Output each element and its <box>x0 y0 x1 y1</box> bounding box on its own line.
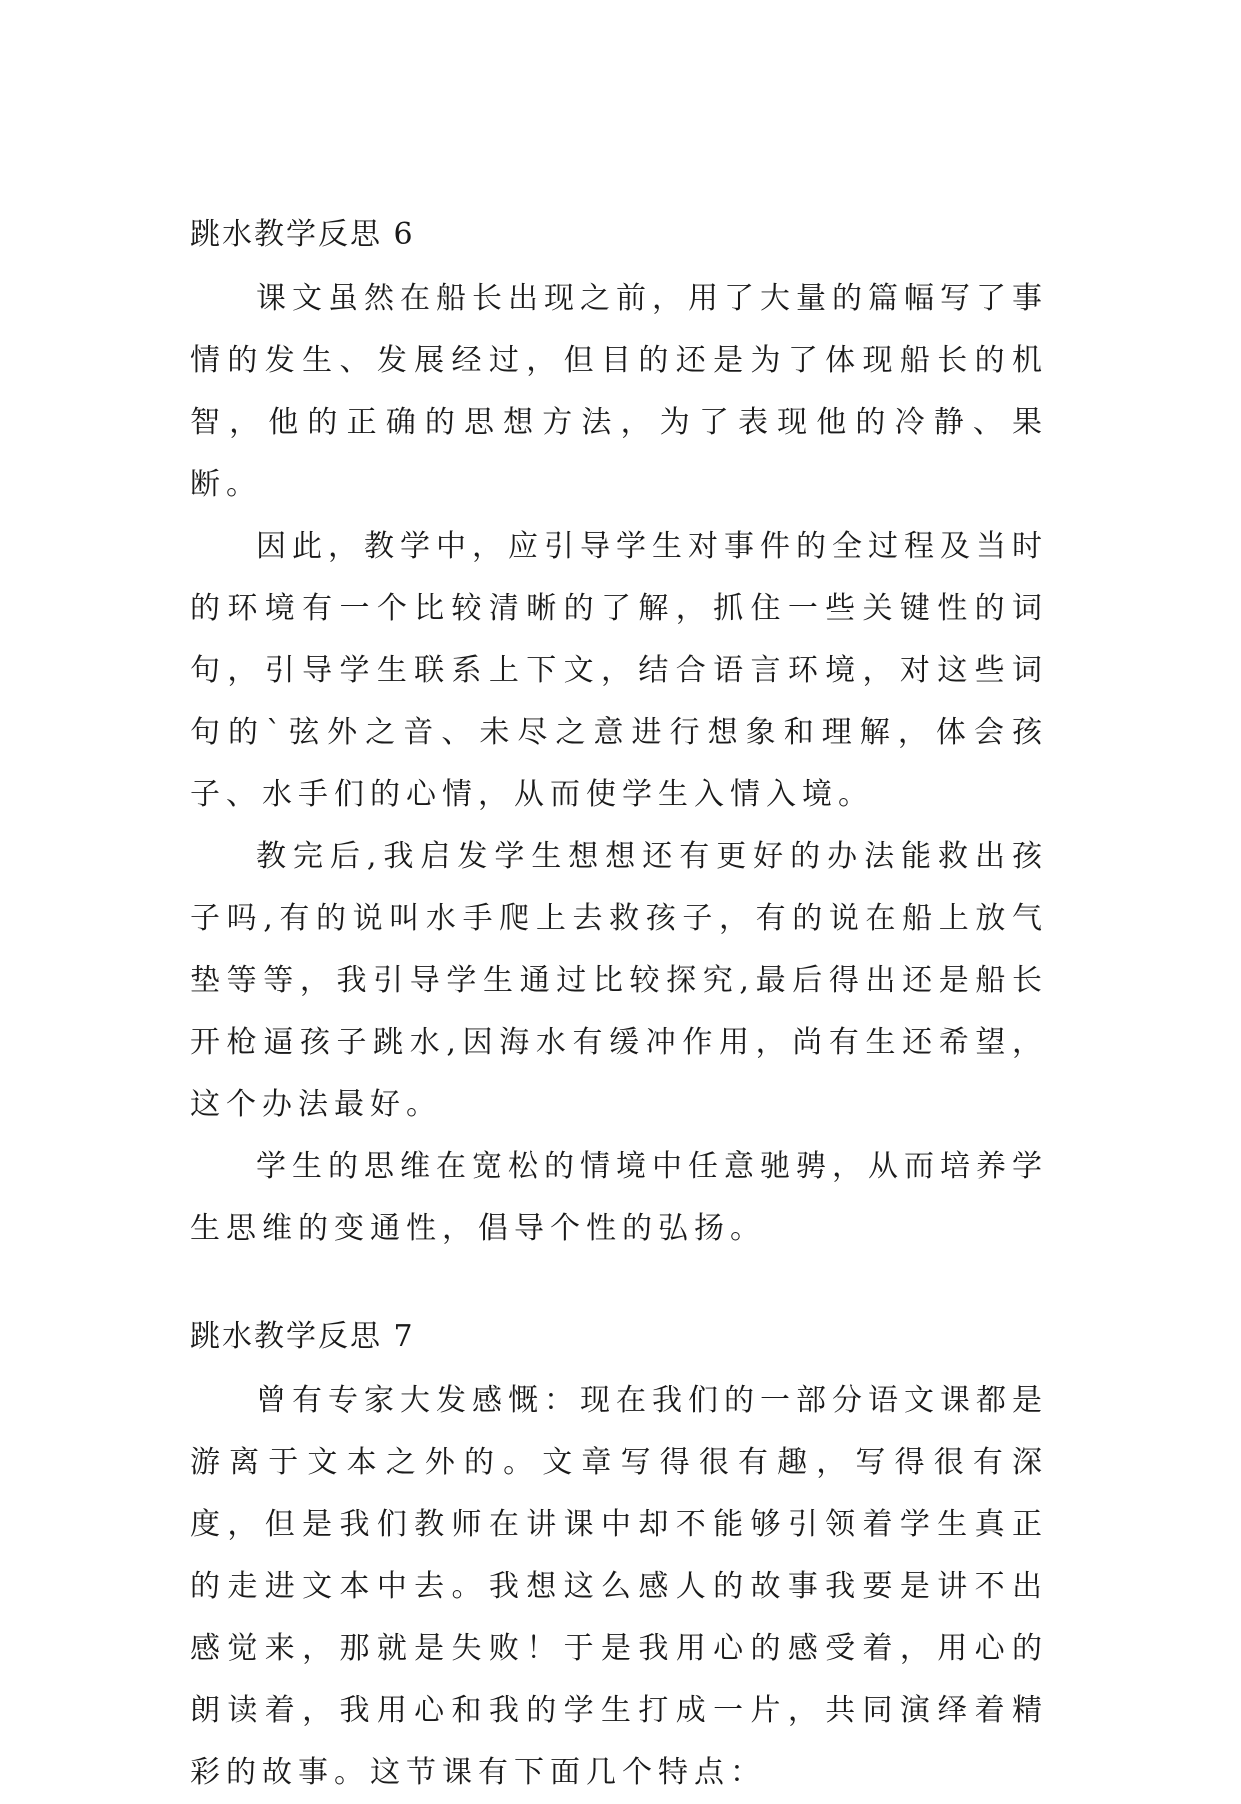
paragraph: 学生的思维在宽松的情境中任意驰骋，从而培养学生思维的变通性，倡导个性的弘扬。 <box>190 1149 1048 1246</box>
paragraph: 曾有专家大发感慨：现在我们的一部分语文课都是游离于文本之外的。文章写得很有趣，写得很有深度，但是我们教师在讲课中却不能够引领着学生真正的走进文本中去。我想这么感人的故事我要是讲不出感觉来，那就是失败！于是我用心的感受着，用心的朗读着，我用心和我的学生打成一片，共同演绎着精彩的故事。这节课有下面几个特点： <box>190 1383 1048 1790</box>
paragraph: 教完后,我启发学生想想还有更好的办法能救出孩子吗,有的说叫水手爬上去救孩子，有的说在船上放气垫等等，我引导学生通过比较探究,最后得出还是船长开枪逼孩子跳水,因海水有缓冲作用，尚有生还希望，这个办法最好。 <box>190 839 1048 1122</box>
section-title: 跳水教学反思 6 <box>190 217 415 252</box>
section-reflection-6 <box>190 210 1048 1260</box>
paragraph: 课文虽然在船长出现之前，用了大量的篇幅写了事情的发生、发展经过，但目的还是为了体现船长的机智，他的正确的思想方法，为了表现他的冷静、果断。 <box>190 281 1048 502</box>
document-body <box>190 210 1048 1804</box>
section-title: 跳水教学反思 7 <box>190 1319 415 1354</box>
paragraph: 因此，教学中，应引导学生对事件的全过程及当时的环境有一个比较清晰的了解，抓住一些关键性的词句，引导学生联系上下文，结合语言环境，对这些词句的`弦外之音、未尽之意进行想象和理解，体会孩子、水手们的心情，从而使学生入情入境。 <box>190 529 1048 812</box>
section-reflection-7 <box>190 1312 1048 1804</box>
